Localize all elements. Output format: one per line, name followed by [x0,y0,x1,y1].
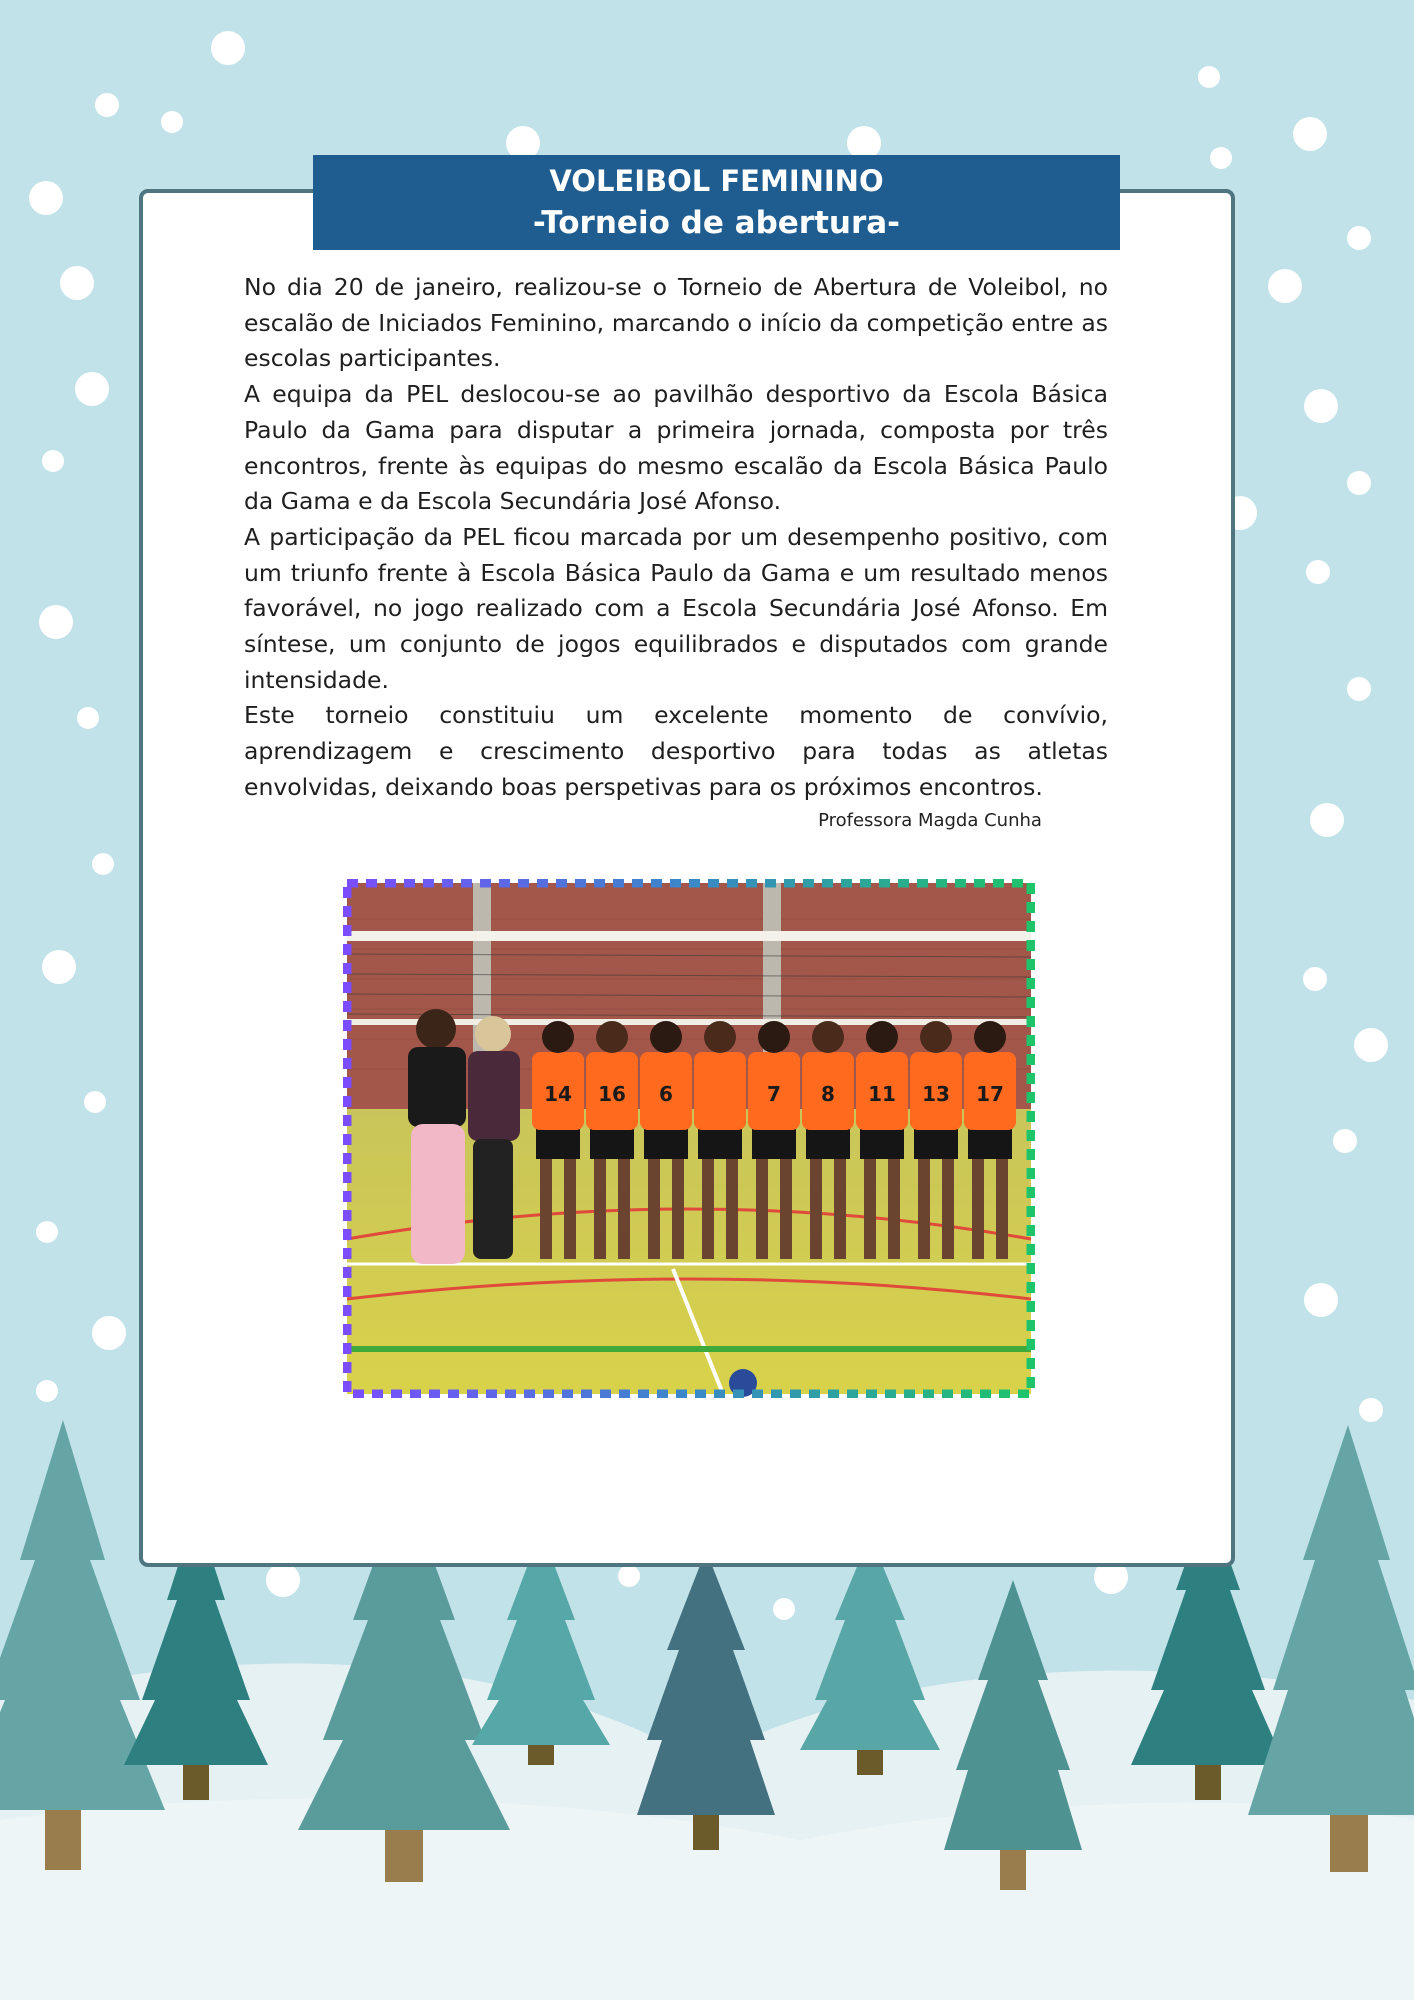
jersey-number: 17 [976,1082,1004,1106]
page-title: VOLEIBOL FEMININO [549,164,884,198]
jersey-number: 14 [544,1082,572,1106]
title-banner [313,155,1120,250]
article-paragraph-1: No dia 20 de janeiro, realizou-se o Torneio de Abertura de Voleibol, no escalão de Iniciados Feminino, marcando o início da competição entre as escolas participantes. [244,273,1108,373]
volleyball-net-band [347,931,1031,941]
jersey-number: 11 [868,1082,896,1106]
jersey-number: 16 [598,1082,626,1106]
team-photo [343,879,1035,1398]
page-subtitle: -Torneio de abertura- [532,205,901,241]
article-paragraph-2: A equipa da PEL deslocou-se ao pavilhão desportivo da Escola Básica Paulo da Gama para disputar a primeira jornada, composta por três encontros, frente às equipas do mesmo escalão da Escola Básica Paulo da Gama e da Escola Secundária José Afonso. [244,380,1108,516]
article-paragraph-3: A participação da PEL ficou marcada por um desempenho positivo, com um triunfo frente à Escola Básica Paulo da Gama e um resultado menos favorável, no jogo realizado com a Escola Secundária José Afonso. Em síntese, um conjunto de jogos equilibrados e disputados com grande intensidade. [244,522,1108,694]
article-body [244,270,1108,806]
article-paragraph-4: Este torneio constituiu um excelente momento de convívio, aprendizagem e crescimento desportivo para todas as atletas envolvidas, deixando boas perspetivas para os próximos encontros. [244,701,1108,801]
jersey-number: 8 [821,1082,835,1106]
jersey-number: 7 [767,1082,781,1106]
jersey-number: 6 [659,1082,673,1106]
signature: Professora Magda Cunha [818,810,1042,831]
jersey-number: 13 [922,1082,950,1106]
